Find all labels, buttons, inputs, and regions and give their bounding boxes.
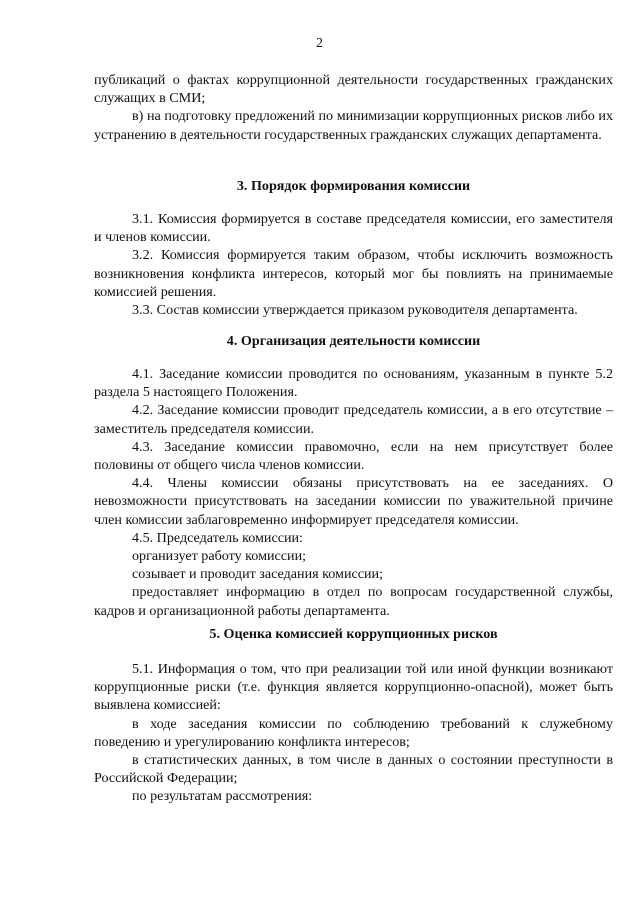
paragraph: в статистических данных, в том числе в данных о состоянии преступности в Российской Федерации; [94,752,613,787]
paragraph: в ходе заседания комиссии по соблюдению требований к служебному поведению и урегулированию конфликта интересов; [94,715,613,750]
section-5-body [94,660,613,806]
paragraph: публикаций о фактах коррупционной деятельности государственных гражданских служащих в СМИ; [94,72,613,107]
paragraph: 3.2. Комиссия формируется таким образом, чтобы исключить возможность возникновения конфликта интересов, который мог бы повлиять на принимаемые комиссией решения. [94,247,613,300]
paragraph: 4.3. Заседание комиссии правомочно, если на нем присутствует более половины от общего числа членов комиссии. [94,438,613,474]
section-3-heading: 3. Порядок формирования комиссии [236,178,471,194]
paragraph: 4.4. Члены комиссии обязаны присутствовать на ее заседаниях. О невозможности присутствовать на заседании комиссии по уважительной причине член комиссии заблаговременно информирует председателя комиссии. [94,475,613,528]
paragraph: предоставляет информацию в отдел по вопросам государственной службы, кадров и организационной работы департамента. [94,584,613,619]
paragraph: организует работу комиссии; [132,548,307,565]
paragraph: 5.1. Информация о том, что при реализации той или иной функции возникают коррупционные риски (т.е. функция является коррупционно-опасной), может быть выявлена комиссией: [94,661,613,714]
section-4-body [94,365,613,620]
section-5-heading: 5. Оценка комиссией коррупционных рисков [209,626,498,642]
paragraph: в) на подготовку предложений по минимизации коррупционных рисков либо их устранению в деятельности государственных гражданских служащих департамента. [94,108,613,143]
paragraph: созывает и проводит заседания комиссии; [132,566,384,583]
section-3-body [94,210,613,319]
paragraph: 3.3. Состав комиссии утверждается приказом руководителя департамента. [132,302,578,319]
intro-text [94,71,613,144]
paragraph: 4.2. Заседание комиссии проводит председатель комиссии, а в его отсутствие – заместитель председателя комиссии. [94,402,613,437]
paragraph: 4.1. Заседание комиссии проводится по основаниям, указанным в пункте 5.2 раздела 5 настоящего Положения. [94,366,613,401]
paragraph: 3.1. Комиссия формируется в составе председателя комиссии, его заместителя и членов комиссии. [94,211,613,246]
section-4-heading: 4. Организация деятельности комиссии [226,333,481,349]
paragraph: 4.5. Председатель комиссии: [132,529,303,546]
page-number: 2 [316,36,323,51]
paragraph: по результатам рассмотрения: [132,788,313,805]
